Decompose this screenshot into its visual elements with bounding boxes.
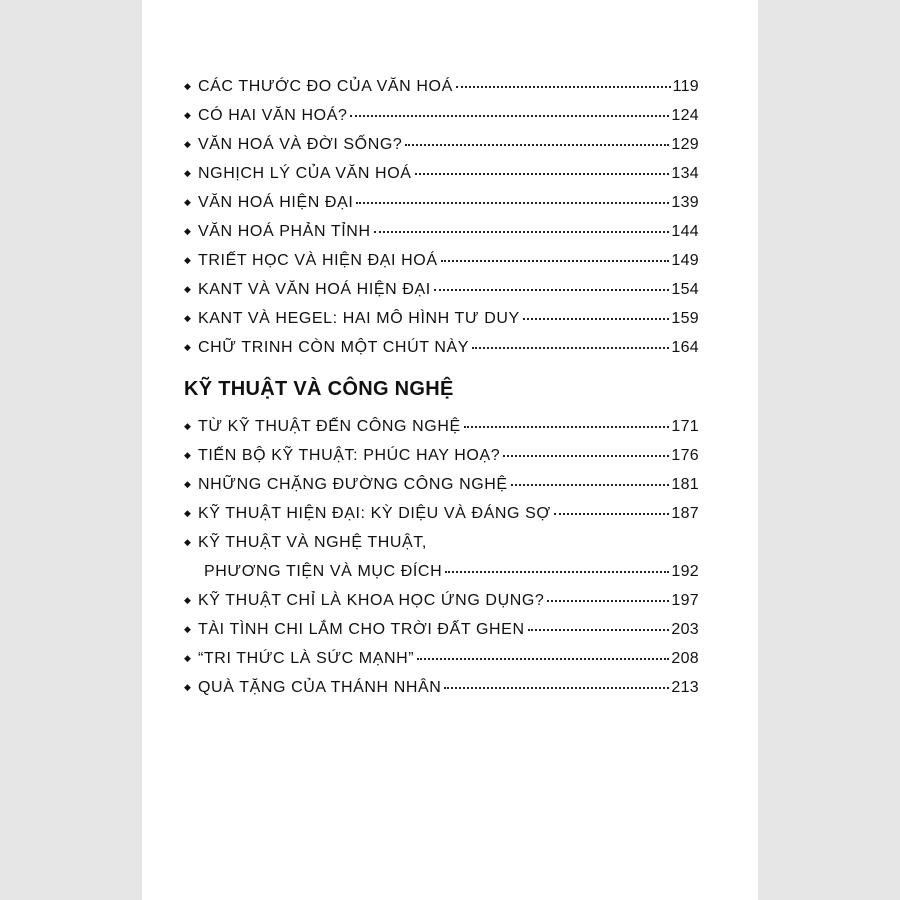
- toc-entry: [184, 441, 699, 470]
- toc-entry-row: [184, 333, 699, 362]
- dot-leader: [417, 658, 669, 660]
- diamond-bullet-icon: ◆: [184, 197, 192, 207]
- dot-leader: [445, 571, 669, 573]
- toc-entry-page-number: 192: [671, 563, 699, 580]
- toc-entry: [184, 586, 699, 615]
- toc-entry: [184, 644, 699, 673]
- diamond-bullet-icon: ◆: [184, 653, 192, 663]
- toc-entry-page-number: 208: [671, 650, 699, 667]
- table-of-contents: [184, 72, 699, 702]
- book-page: [142, 0, 758, 900]
- toc-entry-page-number: 149: [671, 252, 699, 269]
- toc-entry-row: [184, 304, 699, 333]
- toc-entry-row: [184, 217, 699, 246]
- diamond-bullet-icon: ◆: [184, 479, 192, 489]
- toc-entry-page-number: 197: [671, 592, 699, 609]
- toc-entry-row: [184, 644, 699, 673]
- dot-leader: [456, 86, 671, 88]
- toc-entry-title: TÀI TÌNH CHI LẮM CHO TRỜI ĐẤT GHEN: [198, 621, 525, 638]
- toc-entry-page-number: 124: [671, 107, 699, 124]
- toc-entry: [184, 101, 699, 130]
- dot-leader: [441, 260, 670, 262]
- toc-entry-row: [184, 441, 699, 470]
- dot-leader: [523, 318, 670, 320]
- diamond-bullet-icon: ◆: [184, 595, 192, 605]
- toc-entry-row: [184, 615, 699, 644]
- toc-entry: [184, 470, 699, 499]
- section-heading: KỸ THUẬT VÀ CÔNG NGHỆ: [184, 378, 454, 400]
- toc-entry-title: VĂN HOÁ PHẢN TỈNH: [198, 223, 371, 240]
- dot-leader: [356, 202, 669, 204]
- toc-entry-page-number: 154: [671, 281, 699, 298]
- toc-entry-page-number: 171: [671, 418, 699, 435]
- toc-entry-row: [184, 499, 699, 528]
- toc-entry-title: NGHỊCH LÝ CỦA VĂN HOÁ: [198, 165, 412, 182]
- toc-entry-page-number: 144: [671, 223, 699, 240]
- toc-entry: [184, 499, 699, 528]
- toc-entry: [184, 412, 699, 441]
- toc-entry-title: QUÀ TẶNG CỦA THÁNH NHÂN: [198, 679, 442, 696]
- diamond-bullet-icon: ◆: [184, 110, 192, 120]
- diamond-bullet-icon: ◆: [184, 255, 192, 265]
- toc-entry-row-continued: [184, 557, 699, 586]
- toc-entry-title: CÁC THƯỚC ĐO CỦA VĂN HOÁ: [198, 78, 453, 95]
- toc-entry-title: TRIẾT HỌC VÀ HIỆN ĐẠI HOÁ: [198, 252, 438, 269]
- dot-leader: [464, 426, 670, 428]
- toc-entry-title: KANT VÀ HEGEL: HAI MÔ HÌNH TƯ DUY: [198, 310, 520, 327]
- diamond-bullet-icon: ◆: [184, 624, 192, 634]
- toc-entry-title: KANT VÀ VĂN HOÁ HIỆN ĐẠI: [198, 281, 431, 298]
- toc-entry-title: NHỮNG CHẶNG ĐƯỜNG CÔNG NGHỆ: [198, 476, 508, 493]
- dot-leader: [350, 115, 669, 117]
- dot-leader: [528, 629, 670, 631]
- toc-entry-title: KỸ THUẬT VÀ NGHỆ THUẬT,: [198, 534, 427, 551]
- toc-entry-row: [184, 412, 699, 441]
- toc-group-culture: [184, 72, 699, 362]
- toc-entry-page-number: 203: [671, 621, 699, 638]
- dot-leader: [547, 600, 669, 602]
- toc-entry: [184, 615, 699, 644]
- toc-entry: [184, 130, 699, 159]
- toc-entry-page-number: 129: [671, 136, 699, 153]
- toc-entry-title: KỸ THUẬT HIỆN ĐẠI: KỲ DIỆU VÀ ĐÁNG SỢ: [198, 505, 551, 522]
- toc-entry-title: CHỮ TRINH CÒN MỘT CHÚT NÀY: [198, 339, 470, 356]
- dot-leader: [415, 173, 670, 175]
- diamond-bullet-icon: ◆: [184, 450, 192, 460]
- toc-entry-row: [184, 528, 699, 557]
- toc-entry-page-number: 134: [671, 165, 699, 182]
- toc-entry-row: [184, 470, 699, 499]
- toc-entry-row: [184, 586, 699, 615]
- diamond-bullet-icon: ◆: [184, 284, 192, 294]
- diamond-bullet-icon: ◆: [184, 342, 192, 352]
- diamond-bullet-icon: ◆: [184, 421, 192, 431]
- dot-leader: [374, 231, 670, 233]
- diamond-bullet-icon: ◆: [184, 168, 192, 178]
- toc-entry-page-number: 176: [671, 447, 699, 464]
- toc-entry-row: [184, 275, 699, 304]
- toc-entry-row: [184, 130, 699, 159]
- toc-entry-row: [184, 246, 699, 275]
- toc-group-technology: [184, 412, 699, 702]
- toc-entry: [184, 304, 699, 333]
- toc-entry: [184, 72, 699, 101]
- toc-entry: [184, 159, 699, 188]
- toc-entry: [184, 217, 699, 246]
- diamond-bullet-icon: ◆: [184, 81, 192, 91]
- toc-entry: [184, 333, 699, 362]
- toc-entry-title: VĂN HOÁ VÀ ĐỜI SỐNG?: [198, 136, 403, 153]
- diamond-bullet-icon: ◆: [184, 139, 192, 149]
- toc-entry: [184, 528, 699, 586]
- toc-entry-page-number: 139: [671, 194, 699, 211]
- toc-entry-row: [184, 188, 699, 217]
- diamond-bullet-icon: ◆: [184, 226, 192, 236]
- toc-entry-page-number: 213: [671, 679, 699, 696]
- toc-entry-title: KỸ THUẬT CHỈ LÀ KHOA HỌC ỨNG DỤNG?: [198, 592, 545, 609]
- toc-entry: [184, 188, 699, 217]
- dot-leader: [405, 144, 669, 146]
- toc-entry-title: TIẾN BỘ KỸ THUẬT: PHÚC HAY HOẠ?: [198, 447, 501, 464]
- dot-leader: [434, 289, 670, 291]
- toc-entry-page-number: 164: [671, 339, 699, 356]
- toc-entry-row: [184, 673, 699, 702]
- diamond-bullet-icon: ◆: [184, 537, 192, 547]
- dot-leader: [554, 513, 670, 515]
- toc-entry-row: [184, 72, 699, 101]
- dot-leader: [511, 484, 670, 486]
- diamond-bullet-icon: ◆: [184, 682, 192, 692]
- toc-entry: [184, 673, 699, 702]
- toc-entry-page-number: 119: [672, 78, 699, 95]
- diamond-bullet-icon: ◆: [184, 508, 192, 518]
- toc-entry-page-number: 159: [671, 310, 699, 327]
- toc-entry-title-continued: PHƯƠNG TIỆN VÀ MỤC ĐÍCH: [204, 563, 443, 580]
- toc-entry-title: CÓ HAI VĂN HOÁ?: [198, 107, 348, 124]
- diamond-bullet-icon: ◆: [184, 313, 192, 323]
- toc-entry-title: VĂN HOÁ HIỆN ĐẠI: [198, 194, 354, 211]
- toc-entry-row: [184, 101, 699, 130]
- dot-leader: [503, 455, 669, 457]
- toc-entry-title: “TRI THỨC LÀ SỨC MẠNH”: [198, 650, 415, 667]
- toc-entry-page-number: 187: [671, 505, 699, 522]
- toc-entry-page-number: 181: [671, 476, 699, 493]
- toc-entry: [184, 275, 699, 304]
- dot-leader: [472, 347, 669, 349]
- toc-entry: [184, 246, 699, 275]
- dot-leader: [444, 687, 669, 689]
- toc-entry-title: TỪ KỸ THUẬT ĐẾN CÔNG NGHỆ: [198, 418, 461, 435]
- toc-entry-row: [184, 159, 699, 188]
